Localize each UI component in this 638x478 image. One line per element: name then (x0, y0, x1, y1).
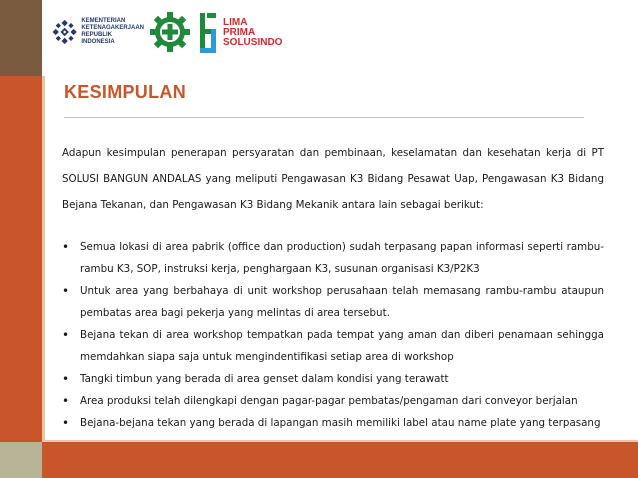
left-band-top (0, 0, 42, 76)
left-band-divider (42, 76, 45, 442)
kemnaker-logo-text (81, 18, 144, 46)
slide-title: KESIMPULAN (64, 82, 187, 102)
lima-prima-mark-icon (198, 11, 220, 55)
list-item: • Tangki timbun yang berada di area genset dalam kondisi yang terawatt (62, 368, 604, 390)
list-item: • Area produksi telah dilengkapi dengan pagar-pagar pembatas/pengaman dari conveyor berjalan (62, 390, 604, 412)
intro-paragraph: Adapun kesimpulan penerapan persyaratan dan pembinaan, keselamatan dan kesehatan kerja di PT SOLUSI BANGUN ANDALAS yang meliputi Pengawasan K3 Bidang Pesawat Uap, Pengawasan K3 Bidang Bejana Tekanan, dan Pengawasan K3 Bidang Mekanik antara lain sebagai berikut: (62, 147, 604, 211)
kemnaker-line-1: KEMENTERIAN (81, 18, 126, 24)
lima-line-3: SOLUSINDO (223, 37, 283, 48)
list-item: • Bejana-bejana tekan yang berada di lapangan masih memiliki label atau name plate yang terpasang (62, 412, 604, 434)
list-item: • Untuk area yang berbahaya di unit workshop perusahaan telah memasang rambu-rambu ataupun pembatas area bagi pekerja yang melintas di area tersebut. (62, 280, 604, 324)
kemnaker-line-3: REPUBLIK (81, 32, 112, 38)
bottom-stripe (42, 442, 638, 478)
list-item: • Bejana tekan di area workshop tempatkan pada tempat yang aman dan diberi penamaan sehingga memdahkan siapa saja untuk mengindentifikasi setiap area di workshop (62, 324, 604, 368)
kemnaker-line-4: INDONESIA (81, 39, 115, 45)
kemnaker-logo (52, 10, 144, 54)
kemnaker-line-2: KETENAGAKERJAAN (81, 25, 144, 31)
left-band-middle (0, 76, 42, 442)
left-band-bottom (0, 442, 42, 478)
lima-prima-logo-text (223, 18, 282, 48)
lima-line-1: LIMA (223, 17, 248, 28)
lima-prima-logo (198, 10, 288, 56)
slide-content (62, 140, 604, 434)
title-divider (64, 117, 584, 118)
conclusion-list (62, 236, 604, 434)
list-item: • Semua lokasi di area pabrik (office dan production) sudah terpasang papan informasi seperti rambu-rambu K3, SOP, instruksi kerja, penghargaan K3, susunan organisasi K3/P2K3 (62, 236, 604, 280)
k3-gear-cross-icon (148, 10, 192, 54)
kemnaker-emblem-icon (52, 15, 77, 49)
lima-line-2: PRIMA (223, 27, 256, 38)
